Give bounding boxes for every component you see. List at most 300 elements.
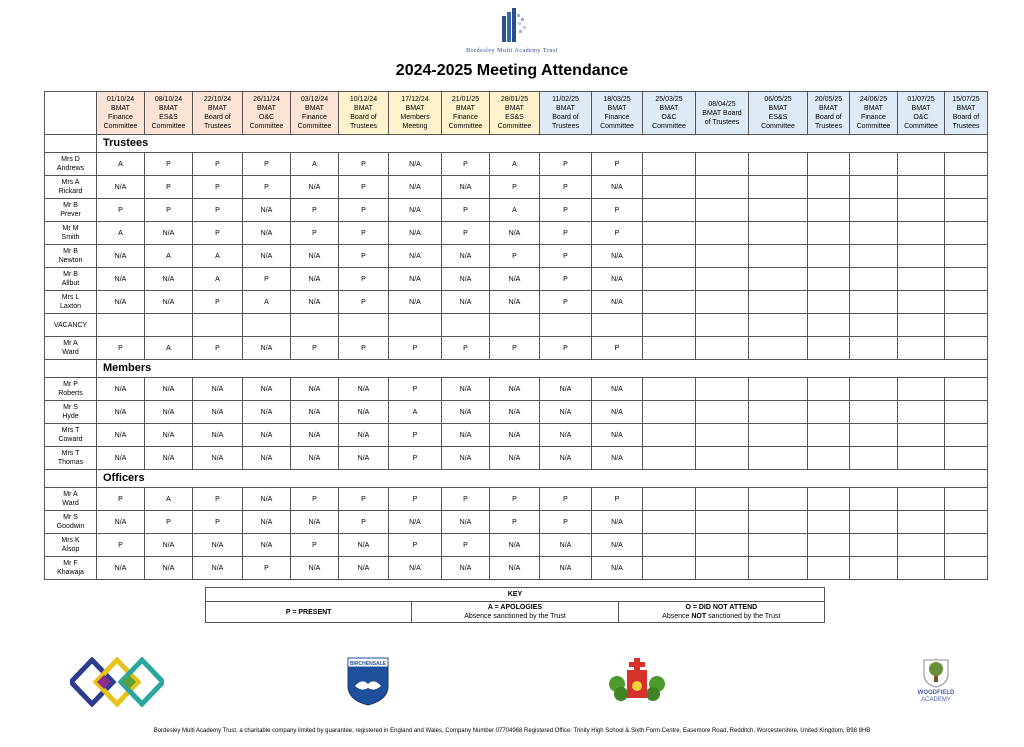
person-name1: Mr P	[63, 381, 78, 388]
person-name	[45, 337, 97, 360]
attendance-cell	[696, 378, 749, 401]
attendance-cell	[808, 488, 850, 511]
person-name1: VACANCY	[53, 321, 88, 329]
attendance-cell: P	[243, 153, 291, 176]
attendance-cell: N/A	[442, 268, 490, 291]
attendance-cell: N/A	[442, 291, 490, 314]
attendance-cell	[808, 401, 850, 424]
attendance-cell	[389, 314, 442, 337]
attendance-cell: P	[540, 222, 592, 245]
attendance-cell: N/A	[389, 268, 442, 291]
attendance-cell: N/A	[291, 378, 339, 401]
key-apologies-note: Absence sanctioned by the Trust	[464, 613, 566, 620]
attendance-cell	[749, 199, 808, 222]
section-blank-cell	[45, 470, 97, 488]
attendance-cell: N/A	[97, 557, 145, 580]
meeting-header-line1: BMAT	[864, 105, 883, 112]
attendance-cell: N/A	[291, 176, 339, 199]
trinity-logo-icon	[607, 656, 667, 704]
attendance-cell: P	[540, 245, 592, 268]
table-row	[45, 424, 988, 447]
name-header-cell	[45, 92, 97, 135]
attendance-cell	[696, 534, 749, 557]
attendance-cell	[749, 153, 808, 176]
meeting-header-line3: Committee	[249, 123, 284, 130]
person-name2: Rickard	[58, 188, 83, 195]
attendance-cell: A	[145, 488, 193, 511]
attendance-cell: N/A	[339, 378, 389, 401]
person-name2: Alsop	[61, 546, 80, 553]
attendance-cell	[749, 268, 808, 291]
attendance-cell	[749, 557, 808, 580]
attendance-cell	[850, 378, 898, 401]
meeting-header-line2: O&C	[661, 114, 677, 121]
attendance-cell	[808, 378, 850, 401]
attendance-cell	[850, 447, 898, 470]
attendance-cell: P	[442, 199, 490, 222]
attendance-cell: A	[145, 337, 193, 360]
meeting-header-line3: Committee	[600, 123, 634, 130]
attendance-cell: N/A	[97, 378, 145, 401]
meeting-header-line1: BMAT	[456, 105, 475, 112]
person-name1: Mr B	[63, 271, 78, 278]
attendance-cell	[696, 153, 749, 176]
attendance-cell: P	[339, 337, 389, 360]
attendance-cell	[749, 424, 808, 447]
meeting-header-line3: Trustees	[552, 123, 579, 130]
attendance-cell: P	[389, 378, 442, 401]
attendance-cell: N/A	[243, 511, 291, 534]
attendance-cell: P	[291, 222, 339, 245]
meeting-header-line3: Committee	[761, 123, 795, 130]
attendance-cell: N/A	[442, 447, 490, 470]
attendance-cell	[749, 222, 808, 245]
person-name	[45, 401, 97, 424]
attendance-cell: P	[442, 337, 490, 360]
meeting-header-line3: Trustees	[204, 123, 231, 130]
attendance-cell	[643, 199, 696, 222]
attendance-cell: P	[490, 176, 540, 199]
person-name2: Laxton	[59, 303, 82, 310]
attendance-cell	[945, 199, 988, 222]
attendance-cell: N/A	[193, 378, 243, 401]
person-name	[45, 511, 97, 534]
meeting-header-line1: BMAT	[208, 105, 227, 112]
attendance-cell	[898, 245, 945, 268]
person-name	[45, 245, 97, 268]
bmat-logo-icon	[492, 6, 532, 44]
attendance-cell: P	[592, 222, 643, 245]
meeting-header-date: 01/07/25	[907, 96, 935, 103]
attendance-cell	[850, 534, 898, 557]
attendance-cell: P	[193, 222, 243, 245]
attendance-cell: A	[193, 268, 243, 291]
attendance-cell	[696, 424, 749, 447]
person-name1: Mr F	[63, 560, 78, 567]
attendance-cell: P	[193, 199, 243, 222]
attendance-cell: N/A	[243, 447, 291, 470]
attendance-cell	[898, 424, 945, 447]
attendance-cell	[898, 337, 945, 360]
attendance-cell	[945, 176, 988, 199]
meeting-header-date: 17/12/24	[401, 96, 429, 103]
meeting-header-01-10-24	[97, 92, 145, 135]
attendance-cell	[643, 534, 696, 557]
attendance-cell: P	[442, 534, 490, 557]
attendance-cell: N/A	[193, 534, 243, 557]
meeting-header-25-03-25	[643, 92, 696, 135]
attendance-cell: A	[291, 153, 339, 176]
attendance-cell: P	[540, 337, 592, 360]
meeting-header-line3: Meeting	[402, 123, 428, 130]
attendance-cell: N/A	[490, 447, 540, 470]
attendance-cell	[850, 291, 898, 314]
attendance-cell	[850, 176, 898, 199]
meeting-header-line1: BMAT	[405, 105, 425, 112]
attendance-cell: N/A	[592, 291, 643, 314]
attendance-cell: P	[490, 511, 540, 534]
meeting-header-line2: Finance	[302, 114, 327, 121]
person-name2: Roberts	[58, 390, 83, 397]
meeting-header-line3: Committee	[448, 123, 483, 130]
section-row	[45, 135, 988, 153]
attendance-cell: N/A	[145, 424, 193, 447]
attendance-cell	[898, 291, 945, 314]
attendance-cell	[945, 511, 988, 534]
meeting-header-line1: BMAT	[505, 105, 524, 112]
attendance-cell	[696, 557, 749, 580]
meeting-header-date: 06/05/25	[764, 96, 792, 103]
table-row	[45, 222, 988, 245]
attendance-cell: N/A	[243, 424, 291, 447]
attendance-cell	[145, 314, 193, 337]
attendance-cell	[696, 337, 749, 360]
attendance-cell: P	[291, 488, 339, 511]
attendance-cell: P	[145, 176, 193, 199]
meeting-header-date: 01/10/24	[106, 96, 135, 103]
table-row	[45, 153, 988, 176]
attendance-cell: N/A	[442, 176, 490, 199]
meeting-header-line2: Finance	[861, 114, 886, 121]
attendance-cell: A	[145, 245, 193, 268]
attendance-cell	[850, 268, 898, 291]
attendance-cell	[850, 424, 898, 447]
attendance-cell	[749, 511, 808, 534]
attendance-cell: P	[540, 199, 592, 222]
meeting-header-22-10-24	[193, 92, 243, 135]
key-dna: O = DID NOT ATTEND	[685, 604, 758, 611]
person-name1: Mrs L	[61, 294, 80, 301]
attendance-cell	[945, 291, 988, 314]
attendance-cell: N/A	[243, 222, 291, 245]
meeting-header-line3: Committee	[904, 123, 938, 130]
attendance-cell: N/A	[97, 291, 145, 314]
attendance-cell: N/A	[442, 378, 490, 401]
table-row	[45, 488, 988, 511]
person-name	[45, 488, 97, 511]
meeting-header-line2: Board of	[952, 114, 980, 121]
attendance-cell	[749, 401, 808, 424]
attendance-cell	[696, 291, 749, 314]
attendance-cell	[850, 222, 898, 245]
meeting-header-date: 18/03/25	[603, 96, 631, 103]
attendance-cell: N/A	[291, 557, 339, 580]
person-name2: Ward	[62, 500, 79, 507]
attendance-cell	[808, 153, 850, 176]
attendance-cell: P	[193, 511, 243, 534]
attendance-cell	[808, 557, 850, 580]
meeting-header-line3: Committee	[103, 123, 138, 130]
woodfield-logo-icon	[922, 658, 950, 688]
attendance-cell	[643, 401, 696, 424]
attendance-cell: A	[389, 401, 442, 424]
attendance-cell: A	[243, 291, 291, 314]
attendance-cell	[442, 314, 490, 337]
meeting-header-15-07-25	[945, 92, 988, 135]
attendance-cell	[945, 488, 988, 511]
person-name	[45, 424, 97, 447]
attendance-cell: N/A	[592, 424, 643, 447]
attendance-cell: N/A	[145, 222, 193, 245]
attendance-cell: P	[442, 222, 490, 245]
attendance-cell: P	[97, 534, 145, 557]
attendance-cell: N/A	[540, 424, 592, 447]
meeting-header-line2: Finance	[604, 114, 630, 121]
attendance-cell: N/A	[442, 245, 490, 268]
attendance-cell: N/A	[490, 534, 540, 557]
attendance-cell: P	[339, 199, 389, 222]
meeting-header-line2: Board of	[350, 114, 377, 121]
attendance-cell	[749, 245, 808, 268]
attendance-cell	[898, 314, 945, 337]
attendance-cell: N/A	[442, 401, 490, 424]
attendance-cell	[749, 534, 808, 557]
section-title: Members	[97, 360, 988, 378]
attendance-cell: P	[442, 153, 490, 176]
attendance-cell: P	[490, 245, 540, 268]
key-table	[205, 587, 825, 623]
attendance-cell	[945, 447, 988, 470]
attendance-cell	[898, 378, 945, 401]
attendance-cell	[808, 424, 850, 447]
attendance-cell	[749, 378, 808, 401]
meeting-header-10-12-24	[339, 92, 389, 135]
attendance-cell: N/A	[540, 401, 592, 424]
attendance-cell: P	[97, 199, 145, 222]
meeting-header-date: 25/03/25	[655, 96, 683, 103]
attendance-cell	[643, 447, 696, 470]
key-dna-note: Absence NOT sanctioned by the Trust	[662, 613, 781, 620]
key-apologies: A = APOLOGIES	[487, 604, 543, 611]
attendance-cell	[643, 511, 696, 534]
attendance-cell: N/A	[490, 401, 540, 424]
meeting-header-date: 08/10/24	[154, 96, 183, 103]
attendance-cell	[291, 314, 339, 337]
attendance-cell: N/A	[490, 268, 540, 291]
person-name	[45, 176, 97, 199]
meeting-header-line1: BMAT	[659, 105, 679, 112]
attendance-cell	[808, 314, 850, 337]
attendance-cell: N/A	[291, 268, 339, 291]
attendance-cell	[643, 378, 696, 401]
attendance-cell	[808, 222, 850, 245]
table-row	[45, 245, 988, 268]
attendance-cell: N/A	[592, 378, 643, 401]
attendance-cell: N/A	[389, 176, 442, 199]
attendance-cell: N/A	[592, 557, 643, 580]
meeting-header-line2: Board of	[204, 114, 231, 121]
attendance-cell: P	[339, 153, 389, 176]
attendance-cell: P	[243, 176, 291, 199]
meeting-header-date: 20/05/25	[814, 96, 843, 103]
attendance-cell	[808, 245, 850, 268]
attendance-cell: N/A	[97, 401, 145, 424]
person-name1: Mrs T	[61, 450, 80, 457]
attendance-cell	[540, 314, 592, 337]
attendance-cell: N/A	[97, 447, 145, 470]
attendance-cell: N/A	[490, 424, 540, 447]
meeting-header-line2: Finance	[108, 114, 133, 121]
meeting-header-20-05-25	[808, 92, 850, 135]
attendance-cell: P	[243, 557, 291, 580]
attendance-cell: P	[243, 268, 291, 291]
attendance-cell: N/A	[592, 511, 643, 534]
section-title: Officers	[97, 470, 988, 488]
meeting-header-28-01-25	[490, 92, 540, 135]
attendance-cell: P	[540, 268, 592, 291]
section-blank-cell	[45, 360, 97, 378]
meeting-header-line3: Committee	[652, 123, 686, 130]
trust-name: Bordesley Multi Academy Trust	[466, 48, 558, 54]
attendance-cell: N/A	[145, 291, 193, 314]
person-name	[45, 378, 97, 401]
meeting-header-17-12-24	[389, 92, 442, 135]
attendance-cell: P	[339, 488, 389, 511]
attendance-cell: N/A	[97, 245, 145, 268]
person-name2: Thomas	[57, 459, 84, 466]
meeting-header-line2: of Trustees	[704, 118, 740, 126]
person-name1: Mr B	[63, 248, 78, 255]
person-name2: Newton	[58, 257, 83, 264]
attendance-cell: N/A	[442, 424, 490, 447]
attendance-cell: P	[540, 153, 592, 176]
attendance-cell	[696, 511, 749, 534]
attendance-cell	[898, 511, 945, 534]
key-dna-cell	[618, 602, 824, 623]
attendance-cell: P	[145, 199, 193, 222]
attendance-cell: N/A	[193, 424, 243, 447]
attendance-cell: N/A	[490, 291, 540, 314]
attendance-cell	[696, 245, 749, 268]
attendance-cell: N/A	[490, 378, 540, 401]
attendance-cell	[945, 268, 988, 291]
attendance-cell: P	[389, 424, 442, 447]
section-blank-cell	[45, 135, 97, 153]
attendance-cell: N/A	[389, 153, 442, 176]
attendance-cell	[696, 222, 749, 245]
table-row	[45, 314, 988, 337]
attendance-cell: A	[97, 153, 145, 176]
table-row	[45, 176, 988, 199]
attendance-cell	[808, 511, 850, 534]
attendance-cell	[945, 534, 988, 557]
table-row	[45, 534, 988, 557]
person-name1: Mr S	[63, 404, 78, 411]
attendance-cell	[945, 314, 988, 337]
person-name2: Hyde	[62, 413, 79, 420]
attendance-cell: N/A	[243, 401, 291, 424]
meeting-header-date: 11/02/25	[552, 96, 579, 103]
meeting-header-06-05-25	[749, 92, 808, 135]
attendance-cell	[808, 199, 850, 222]
person-name	[45, 199, 97, 222]
attendance-cell: N/A	[592, 176, 643, 199]
attendance-cell	[945, 222, 988, 245]
attendance-cell	[696, 268, 749, 291]
attendance-cell: P	[97, 337, 145, 360]
attendance-cell: N/A	[291, 291, 339, 314]
meeting-header-line3: Trustees	[815, 123, 842, 130]
meeting-header-24-06-25	[850, 92, 898, 135]
attendance-cell	[898, 401, 945, 424]
attendance-cell: P	[291, 199, 339, 222]
attendance-cell	[945, 424, 988, 447]
attendance-cell	[898, 447, 945, 470]
attendance-cell: N/A	[592, 447, 643, 470]
attendance-cell: P	[339, 222, 389, 245]
attendance-cell: N/A	[339, 401, 389, 424]
attendance-cell	[749, 337, 808, 360]
meeting-header-line3: Committee	[151, 123, 186, 130]
attendance-cell: P	[339, 176, 389, 199]
attendance-cell	[696, 199, 749, 222]
attendance-cell: N/A	[145, 401, 193, 424]
attendance-cell: P	[592, 488, 643, 511]
person-name1: Mr A	[63, 491, 78, 498]
person-name2: Coward	[58, 436, 83, 443]
attendance-cell	[490, 314, 540, 337]
attendance-cell: A	[97, 222, 145, 245]
meeting-header-line3: Trustees	[952, 123, 980, 130]
attendance-cell: N/A	[490, 222, 540, 245]
attendance-cell: P	[592, 153, 643, 176]
person-name2: Andrews	[56, 165, 85, 172]
attendance-cell: P	[540, 291, 592, 314]
attendance-cell: P	[490, 337, 540, 360]
attendance-cell: P	[193, 291, 243, 314]
attendance-cell	[808, 176, 850, 199]
attendance-cell: N/A	[291, 401, 339, 424]
meeting-header-line1: BMAT	[956, 105, 976, 112]
attendance-cell	[643, 153, 696, 176]
meeting-header-26-11-24	[243, 92, 291, 135]
meeting-header-date: 15/07/25	[952, 96, 980, 103]
meeting-header-21-01-25	[442, 92, 490, 135]
meeting-header-line1: BMAT	[257, 105, 276, 112]
attendance-cell: P	[339, 268, 389, 291]
attendance-cell: P	[592, 199, 643, 222]
attendance-cell	[850, 488, 898, 511]
attendance-cell: A	[490, 153, 540, 176]
attendance-cell: N/A	[389, 511, 442, 534]
person-name2: Smith	[61, 234, 80, 241]
meeting-header-line1: BMAT Board	[702, 109, 742, 117]
attendance-cell: N/A	[193, 401, 243, 424]
attendance-cell	[749, 176, 808, 199]
person-name	[45, 447, 97, 470]
attendance-cell	[945, 337, 988, 360]
meeting-header-line3: Committee	[497, 123, 532, 130]
